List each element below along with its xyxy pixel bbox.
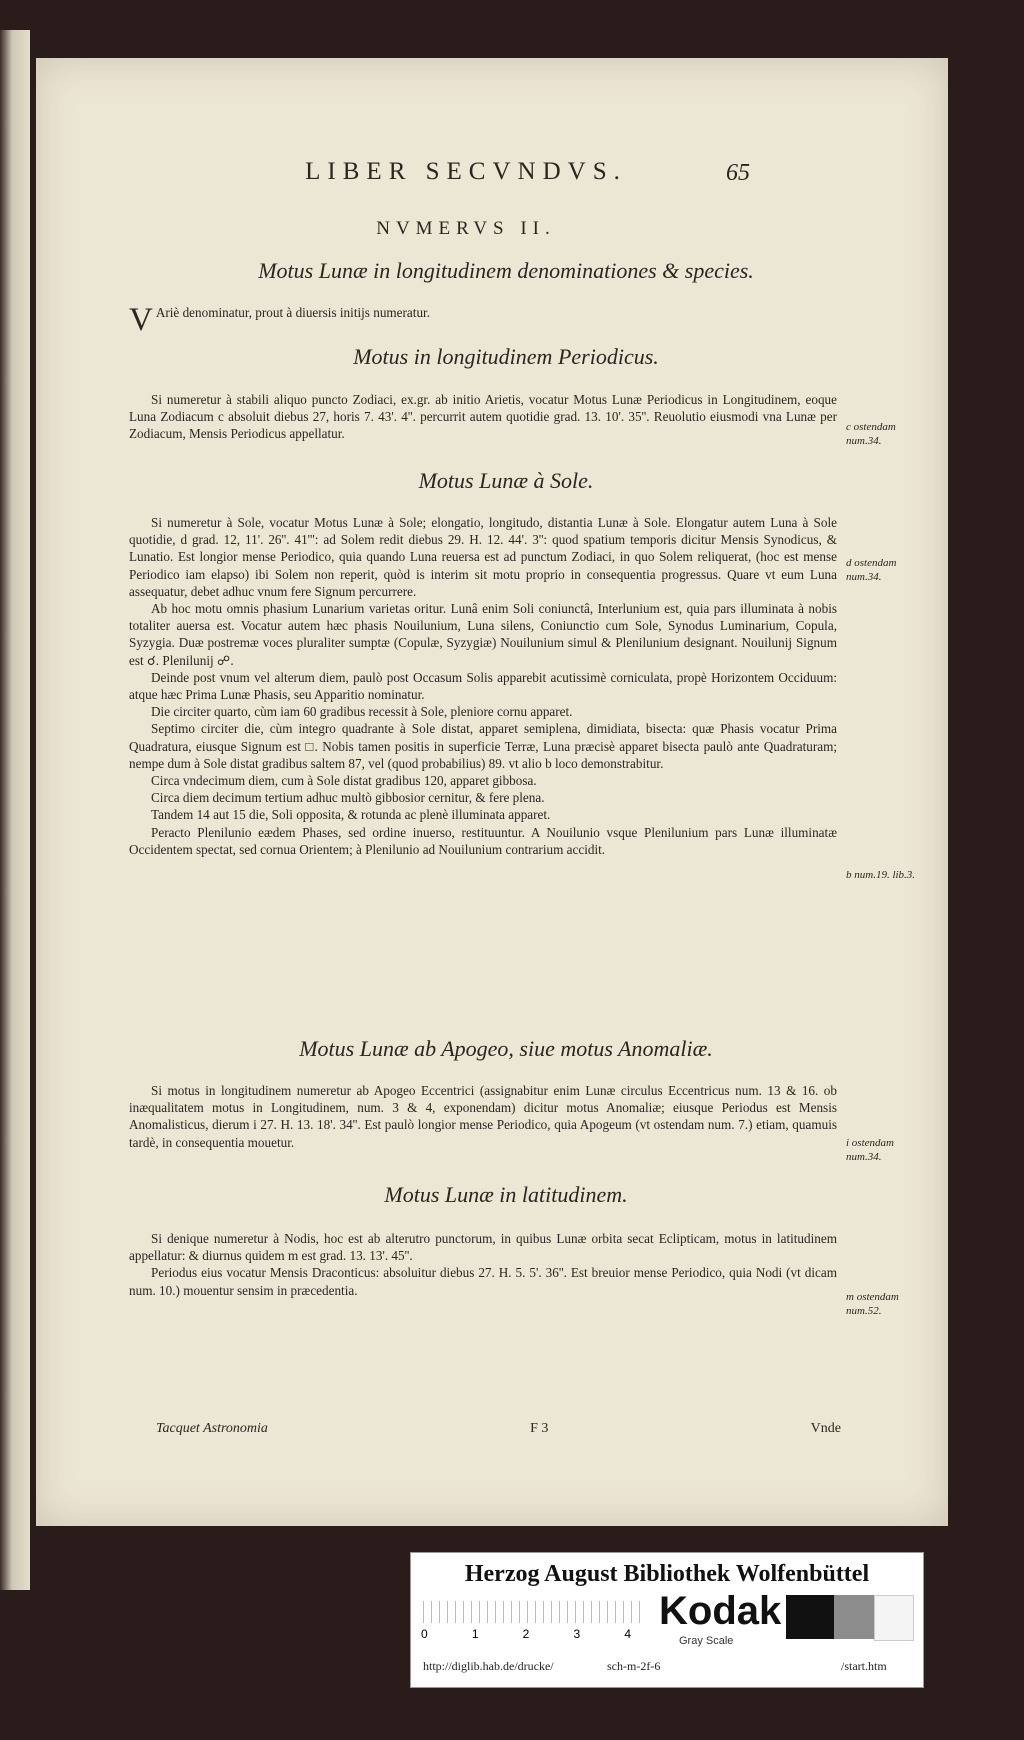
left-page-edge (0, 30, 30, 1590)
paragraph: Peracto Plenilunio eædem Phases, sed ordine inuerso, restituuntur. A Nouilunio vsque Plenilunium pars Lunæ illuminatæ Occidentem spectat, sed cornua Orientem; à Plenilunio ad Nouilunium contrarium accidit. (129, 824, 837, 857)
drop-cap: V (129, 302, 153, 338)
ruler-number: 4 (624, 1627, 631, 1641)
intro-text: Ariè denominatur, prout à diuersis initijs numeratur. (155, 305, 430, 320)
section-sole (129, 514, 837, 858)
paragraph: Die circiter quarto, cùm iam 60 gradibus recessit à Sole, pleniore cornu apparet. (151, 704, 573, 720)
ruler-number: 1 (471, 1627, 479, 1641)
library-name: Herzog August Bibliothek Wolfenbüttel (464, 1561, 870, 1587)
paragraph: Ab hoc motu omnis phasium Lunarium varietas oritur. Lunâ enim Soli coniunctâ, Interlunium est, quia pars illuminata à nobis totaliter auersa est. Vocatur autem hæc phasis Nouilunium, Luna silens, Coniunctio cum Sole, Synodus Luminarium, Copula, Syzygia. Duæ postremæ voces pluraliter sumptæ (Copulæ, Syzygiæ) Nouilunium simul & Plenilunium designant. Nouilunij Signum est ☌. Plenilunij ☍. (129, 601, 837, 668)
book-page (36, 58, 948, 1526)
paragraph: Septimo circiter die, cùm integro quadrante à Sole distat, apparet semiplena, dimidiata, bisecta: quæ Phasis vocatur Prima Quadratura, eiusque Signum est □. Nobis tamen positis in superficie Terræ, Luna præcisè apparet bisecta paulò ante Quadraturam; nempe dum à Sole distat gradibus saltem 87, vel (quod probabilius) 89. vt alio b loco demonstrabitur. (129, 721, 837, 771)
color-target-bar (410, 1552, 924, 1688)
footer-signature: F 3 (530, 1421, 549, 1436)
section-latitudo (129, 1230, 837, 1299)
ruler-number: 3 (573, 1627, 581, 1641)
margin-note-c: c ostendam num.34. (846, 421, 896, 447)
shelfmark: sch-m-2f-6 (607, 1659, 661, 1673)
swatch-dark (786, 1595, 834, 1639)
paragraph: Si denique numeretur à Nodis, hoc est ab alterutro punctorum, in quibus Lunæ orbita secat Eclipticam, motus in latitudinem appellatur: & diurnus quidem m est grad. 13. 13'. 45''. (129, 1231, 837, 1264)
paragraph: Circa vndecimum diem, cum à Sole distat gradibus 120, apparet gibbosa. (151, 773, 537, 789)
digilib-url: http://diglib.hab.de/drucke/ (423, 1659, 554, 1673)
margin-note-i: i ostendam num.34. (846, 1137, 894, 1163)
gray-scale-label: Gray Scale (679, 1635, 734, 1647)
footer-author: Tacquet Astronomia (156, 1421, 268, 1436)
heading-sole: Motus Lunæ à Sole. (418, 468, 594, 493)
page-footer (156, 1421, 841, 1437)
paragraph: Si motus in longitudinem numeretur ab Apogeo Eccentrici (assignabitur enim Lunæ circulus Eccentricus num. 13 & 16. ob inæqualitatem motus in Longitudinem, num. 3 & 4, exponendam) dicitur motus Anomaliæ; eiusque Periodus est Mensis Anomalisticus, dierum i 27. H. 13. 18'. 34''. Est paulò longior mense Periodico, quia Apogeum (vt ostendam num. 7.) etiam, quamuis tardè, in consequentia mouetur. (129, 1083, 837, 1150)
paragraph: Circa diem decimum tertium adhuc multò gibbosior cernitur, & fere plena. (151, 790, 545, 806)
heading-apogeo: Motus Lunæ ab Apogeo, siue motus Anomaliæ. (299, 1036, 713, 1061)
paragraph: Periodus eius vocatur Mensis Draconticus: absoluitur diebus 27. H. 5. 5'. 36''. Est breuior mense Periodico, quia Nodi (vt dicam num. 10.) mouentur sensim in præcedentia. (129, 1265, 837, 1298)
ruler-numbers (421, 1627, 631, 1641)
paragraph: Tandem 14 aut 15 die, Soli opposita, & rotunda ac plenè illuminata apparet. (151, 807, 551, 823)
ruler-number: 2 (522, 1627, 530, 1641)
heading-latitudo: Motus Lunæ in latitudinem. (384, 1182, 628, 1207)
heading-main: Motus Lunæ in longitudinem denominationes & species. (258, 258, 754, 283)
margin-note-m: m ostendam num.52. (846, 1291, 899, 1317)
page-number: 65 (726, 160, 750, 186)
paragraph: Deinde post vnum vel alterum diem, paulò post Occasum Solis apparebit acutissimè corniculata, propè Horizontem Occiduum: atque hæc Prima Lunæ Phasis, seu Apparitio nominatur. (129, 669, 837, 703)
ruler-scale (423, 1601, 643, 1623)
intro-paragraph (129, 302, 837, 338)
swatch-mid (834, 1595, 874, 1639)
kodak-logo: Kodak (659, 1589, 782, 1633)
margin-note-b: b num.19. lib.3. (846, 869, 916, 881)
margin-note-d: d ostendam num.34. (846, 557, 897, 583)
section-number: NVMERVS II. (376, 218, 556, 239)
paragraph: Si numeretur à stabili aliquo puncto Zodiaci, ex.gr. ab initio Arietis, vocatur Motus Lunæ Periodicus in Longitudinem, eoque Luna Zodiacum c absoluit diebus 27, horis 7. 43'. 4''. percurrit autem quotidie grad. 13. 10'. 35''. Reuolutio eiusmodi vna Lunæ per Zodiacum, Mensis Periodicus appellatur. (129, 392, 837, 442)
swatch-light (874, 1595, 914, 1641)
paragraph: Si numeretur à Sole, vocatur Motus Lunæ à Sole; elongatio, longitudo, distantia Lunæ à Sole. Elongatur autem Luna à Sole quotidie, d grad. 12, 11'. 26''. 41''': ad Solem redit diebus 29. H. 12. 44'. 3'': quod spatium temporis dicitur Mensis Synodicus, & Lunatio. Est longior mense Periodico, quia quando Luna reuersa est ad punctum Zodiaci, in quo Solem reliquerat, (hoc est mense Periodico iam elapso) ibi Solem non reperit, quòd is interim sit motu proprio in consequentia progressus. Quare vt eum Luna assequatur, debet adhuc vnum fere Signum percurrere. (129, 515, 837, 599)
running-title: LIBER SECVNDVS. (305, 158, 627, 185)
para-apogeo (129, 1082, 837, 1151)
ruler-number: 0 (421, 1627, 428, 1641)
para-periodicus (129, 391, 837, 443)
url-end: /start.htm (841, 1659, 887, 1673)
heading-periodicus: Motus in longitudinem Periodicus. (353, 344, 659, 369)
footer-catchword: Vnde (810, 1421, 841, 1436)
